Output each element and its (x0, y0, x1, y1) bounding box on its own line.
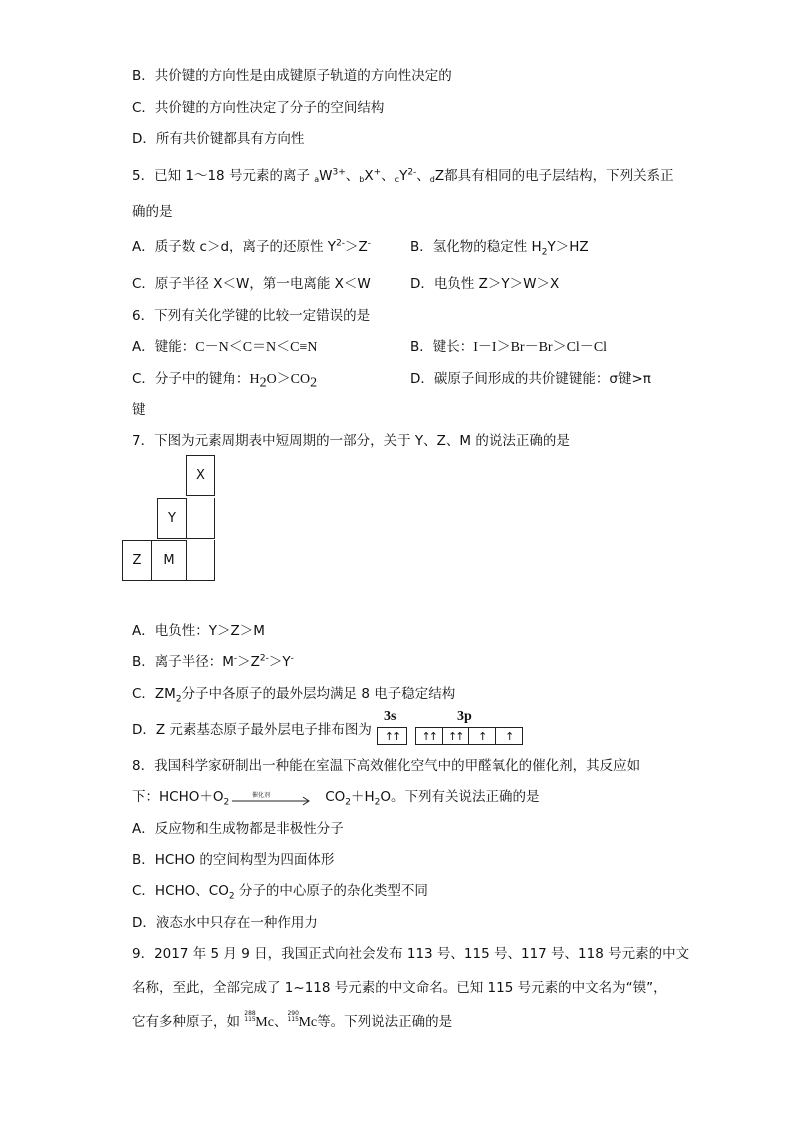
orbital-3p-box (415, 727, 523, 745)
q5-ion-w-charge: 3+ (332, 167, 346, 178)
pt-cell-empty-1 (186, 498, 215, 539)
q6-stem: 6．下列有关化学键的比较一定错误的是 (132, 308, 371, 324)
q5-option-c: C．原子半径 X＜W，第一电离能 X＜W (132, 276, 371, 292)
reaction-arrow-icon (232, 795, 312, 807)
periodic-table-fragment (122, 455, 216, 582)
q6-option-a: A．键能：C－N＜C＝N＜C≡N (132, 339, 318, 355)
q5-option-b: B．氢化物的稳定性 $H_2Y>HZ$ (410, 239, 589, 258)
orbital-3p-cell: ↑↑ (443, 728, 470, 744)
q5-option-d: D．电负性 Z＞Y＞W＞X (410, 276, 560, 292)
q4-option-d: D．所有共价键都具有方向性 (132, 131, 305, 147)
orbital-3p-cell: ↑ (469, 728, 496, 744)
pt-cell-m: M (151, 540, 186, 581)
q5-ion-y-charge: 2- (407, 167, 417, 178)
q9-line2: 名称，至此，全部完成了 1~118 号元素的中文命名。已知 115 号元素的中文名为“镆”， (132, 980, 667, 996)
q7-option-a: A．电负性：Y＞Z＞M (132, 623, 265, 639)
q6-option-b-formula: I－I＞Br－Br＞Cl－Cl (473, 340, 608, 355)
q8-option-b: B．HCHO 的空间构型为四面体形 (132, 852, 335, 868)
q8-option-d: D．液态水中只存在一种作用力 (132, 915, 318, 931)
orbital-3s-box (377, 727, 407, 745)
q5-ion-c-index: c (394, 175, 400, 184)
q4-option-c: C．共价键的方向性决定了分子的空间结构 (132, 100, 385, 116)
q8-stem-line1: 8．我国科学家研制出一种能在室温下高效催化空气中的甲醛氧化的催化剂，其反应如 (132, 758, 641, 774)
q5-stem-line2: 确的是 (132, 204, 173, 220)
catalyst-label: 催化剂 (252, 792, 271, 799)
q5-ion-z: Z (434, 168, 445, 184)
q7-option-c: C．$ZM_2$分子中各原子的最外层均满足 8 电子稳定结构 (132, 686, 456, 705)
pt-cell-y: Y (157, 498, 186, 539)
q5-ion-x-charge: + (373, 167, 382, 178)
isotope-288-mc: 288 115 Mc (244, 1010, 274, 1030)
q5-stem-rest: 都具有相同的电子层结构，下列关系正 (444, 168, 674, 184)
q5-stem: 5．已知 1～18 号元素的离子 $aW^{3+}$、bX+、$cY^{2-}$、dZ都具有相同的电子层结构，下列关系正 (132, 167, 674, 184)
pt-cell-empty-2 (186, 540, 215, 581)
q6-option-c: C．分子中的键角：$H_2O>CO_2$ (132, 371, 318, 391)
q5-option-a: A．质子数 c＞d，离子的还原性 $Y^{2-}>Z^-$ (132, 238, 372, 255)
q6-option-d: D．碳原子间形成的共价键键能：σ键>π (410, 371, 651, 387)
q5-stem-text: 5．已知 1～18 号元素的离子 (132, 168, 315, 184)
q9-line3: 它有多种原子，如 288 115 Mc、 290 115 Mc等。下列说法正确的是 (132, 1010, 453, 1030)
q7-option-d: D．Z 元素基态原子最外层电子排布图为 (132, 722, 372, 738)
q5-ion-y: Y (399, 168, 408, 184)
orbital-3s-cell: ↑↑ (384, 729, 400, 743)
q5-ion-b-index: b (359, 175, 365, 184)
q6-option-a-formula: C－N＜C＝N＜C≡N (195, 340, 318, 355)
pt-cell-x: X (186, 455, 215, 496)
orbital-3s-label: 3s (384, 709, 397, 724)
isotope-290-mc: 290 115 Mc (287, 1010, 318, 1030)
q8-stem-line2: 下：$HCHO+O_2$ $CO_2+H_2O$。下列有关说法正确的是 (132, 789, 540, 808)
q5-ion-a-index: a (314, 175, 320, 184)
pt-cell-z: Z (122, 540, 151, 581)
q4-option-b: B．共价键的方向性是由成键原子轨道的方向性决定的 (132, 68, 452, 84)
q6-option-d-cont: 键 (132, 402, 146, 418)
q5-ion-w: W (319, 168, 333, 184)
q7-option-b: B．离子半径：$M^->Z^{2-}>Y^-$ (132, 653, 294, 670)
orbital-3p-cell: ↑ (505, 729, 513, 743)
q5-ion-x: X (364, 168, 374, 184)
q6-option-b: B．键长：I－I＞Br－Br＞Cl－Cl (410, 339, 608, 355)
q5-ion-d-index: d (429, 175, 435, 184)
q8-option-c: C．HCHO、$CO_2$ 分子的中心原子的杂化类型不同 (132, 883, 428, 902)
q7-stem: 7．下图为元素周期表中短周期的一部分，关于 Y、Z、M 的说法正确的是 (132, 433, 570, 449)
orbital-3p-label: 3p (457, 709, 472, 724)
q8-option-a: A．反应物和生成物都是非极性分子 (132, 821, 344, 837)
q9-line1: 9．2017 年 5 月 9 日，我国正式向社会发布 113 号、115 号、117 号、118 号元素的中文 (132, 946, 690, 962)
orbital-3p-cell: ↑↑ (416, 728, 443, 744)
